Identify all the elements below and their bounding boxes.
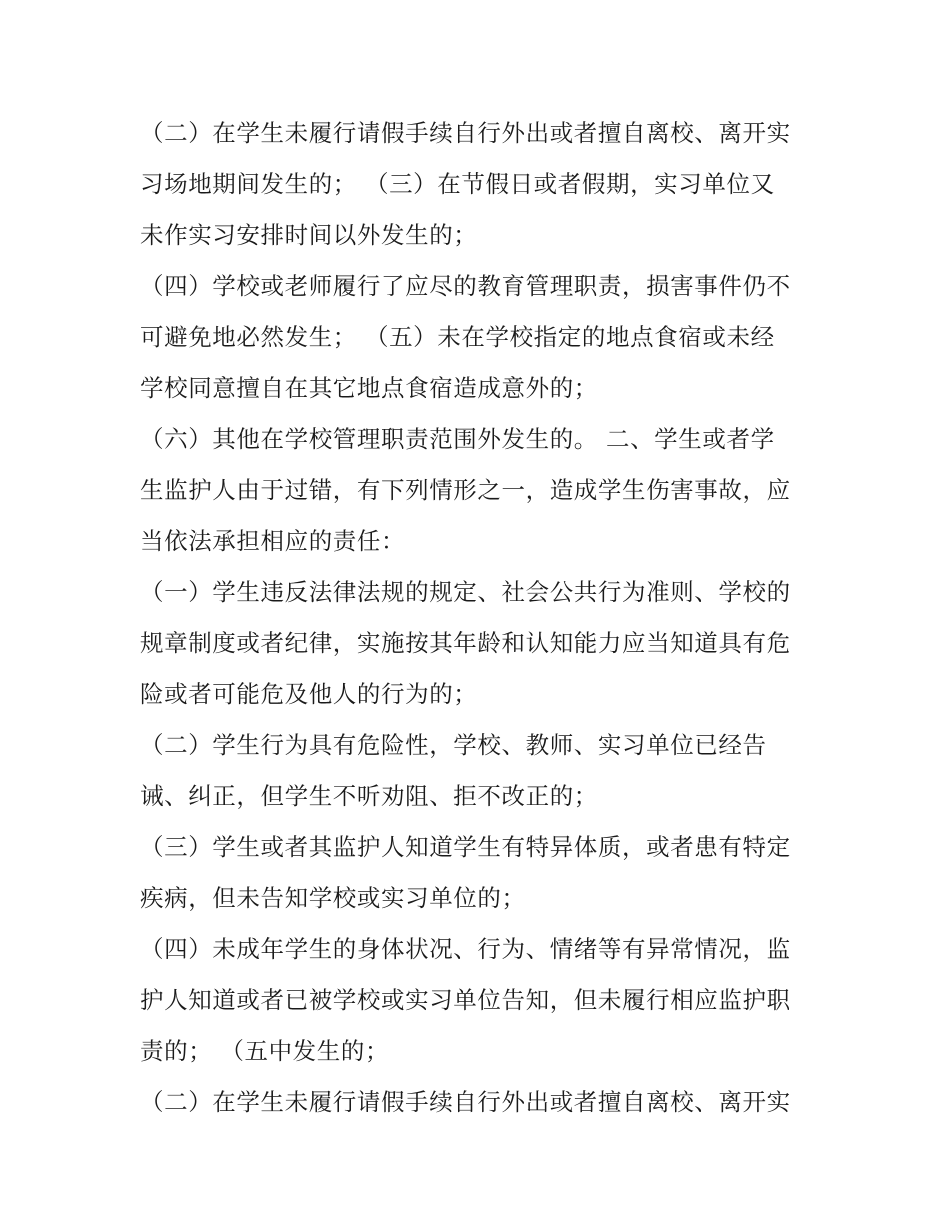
text-line: （三）学生或者其监护人知道学生有特异体质，或者患有特定 — [140, 833, 791, 861]
text-line: 生监护人由于过错，有下列情形之一，造成学生伤害事故，应 — [140, 476, 791, 504]
text-line: 护人知道或者已被学校或实习单位告知，但未履行相应监护职 — [140, 986, 791, 1014]
text-line: （六）其他在学校管理职责范围外发生的。 二、学生或者学 — [140, 425, 775, 453]
text-line: （二）学生行为具有危险性，学校、教师、实习单位已经告 — [140, 731, 767, 759]
text-line: （四）学校或老师履行了应尽的教育管理职责，损害事件仍不 — [140, 272, 791, 300]
text-line: （四）未成年学生的身体状况、行为、情绪等有异常情况，监 — [140, 935, 791, 963]
text-line: （一）学生违反法律法规的规定、社会公共行为准则、学校的 — [140, 578, 791, 606]
text-line: （二）在学生未履行请假手续自行外出或者擅自离校、离开实 — [140, 119, 791, 147]
text-line: 当依法承担相应的责任： — [140, 527, 406, 555]
text-line: （二）在学生未履行请假手续自行外出或者擅自离校、离开实 — [140, 1088, 791, 1116]
text-line: 学校同意擅自在其它地点食宿造成意外的； — [140, 374, 598, 402]
text-line: 险或者可能危及他人的行为的； — [140, 680, 478, 708]
text-line: 可避免地必然发生； （五）未在学校指定的地点食宿或未经 — [140, 323, 775, 351]
text-line: 责的； （五中发生的； — [140, 1037, 390, 1065]
text-line: 疾病，但未告知学校或实习单位的； — [140, 884, 526, 912]
document-body — [140, 108, 820, 1128]
text-line: 未作实习安排时间以外发生的； — [140, 221, 478, 249]
text-line: 习场地期间发生的； （三）在节假日或者假期，实习单位又 — [140, 170, 775, 198]
text-line: 规章制度或者纪律，实施按其年龄和认知能力应当知道具有危 — [140, 629, 791, 657]
text-line: 诫、纠正，但学生不听劝阻、拒不改正的； — [140, 782, 598, 810]
